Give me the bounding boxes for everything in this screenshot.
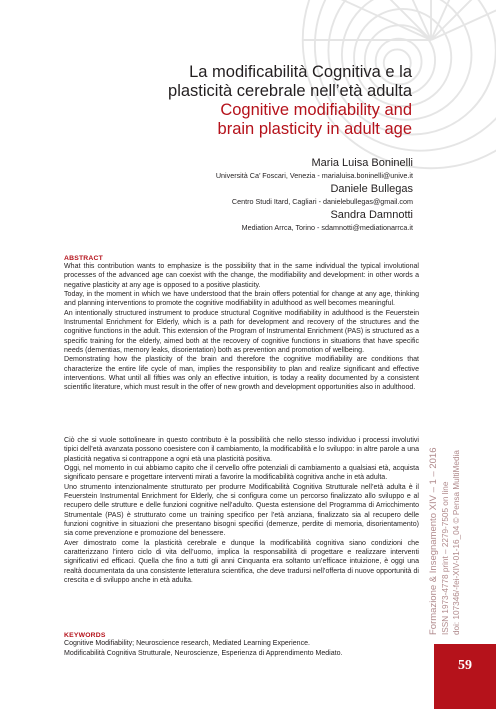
page-number-box <box>434 644 496 709</box>
italian-paragraph: Ciò che si vuole sottolineare in questo contributo è la possibilità che nello stesso individuo i processi involutivi tipici dell’età avanzata possono coesistere con il cambiamento, la modificabilità e lo sviluppo: in altre parole a una plasticità negativa si contrappone a ogni età una plasticità positiva. <box>64 437 419 463</box>
author-affiliation: Università Ca’ Foscari, Venezia - marialuisa.boninelli@unive.it <box>215 171 413 180</box>
article-title <box>150 63 412 139</box>
journal-issue: Formazione & Insegnamento XIV – 1 – 2016 <box>428 447 439 635</box>
abstract-heading: ABSTRACT <box>64 255 103 262</box>
journal-issn: ISSN 1973-4778 print – 2279-7505 on line <box>441 481 450 635</box>
keywords-italian: Modificabilità Cognitiva Strutturale, Neuroscienze, Esperienza di Apprendimento Mediato. <box>64 649 343 657</box>
keywords-heading: KEYWORDS <box>64 632 106 639</box>
title-italian-line-1: La modificabilità Cognitiva e la <box>189 63 412 81</box>
author-list <box>150 157 413 235</box>
abstract-paragraph: Demonstrating how the plasticity of the brain and therefore the cognitive modifiability are conditions that characterize the entire life cycle of man, implies the responsibility to plan and realize significant and effective interventions. What until all fifties was only an effective intuition, is today a reality documented by a consistent scientific literature, which must result in the offer of new growth and development opportunities also in adulthood. <box>64 356 419 392</box>
title-english-line-1: Cognitive modifiability and <box>220 101 412 119</box>
page-number: 59 <box>458 658 472 673</box>
keywords-section <box>64 632 419 658</box>
italian-paragraph: Aver dimostrato come la plasticità cerebrale e dunque la modificabilità cognitiva siano condizioni che caratterizzano l’intero ciclo di vita dell’uomo, implica la responsabilità di progettare e realizzare interventi significativi ed efficaci. Quella che fino a tutti gli anni Cinquanta era soltanto un’efficace intuizione, è oggi una realtà documentata da una consistente letteratura scientifica, che deve tradursi nell’offerta di nuove opportunità di crescita e di sviluppo anche in età adulta. <box>64 539 419 585</box>
author-affiliation: Mediation Arrca, Torino - sdamnotti@mediationarrca.it <box>241 223 413 232</box>
abstract-italian <box>64 436 419 586</box>
title-english-line-2: brain plasticity in adult age <box>217 120 412 138</box>
abstract-paragraph: What this contribution wants to emphasize is the possibility that in the same individual the typical involutional processes of the advanced age can coexist with the change, the modifiability and development: in other words a negative plasticity at any age is opposed to a positive plasticity. <box>64 263 419 289</box>
italian-paragraph: Oggi, nel momento in cui abbiamo capito che il cervello offre potenziali di cambiamento a qualsiasi età, acquista significato pensare e progettare interventi mirati a favorire la modificabilità cognitiva anche in età adulta. <box>64 465 419 482</box>
author-affiliation: Centro Studi Itard, Cagliari - danielebullegas@gmail.com <box>231 197 413 206</box>
author-name: Sandra Damnotti <box>330 209 413 221</box>
abstract-paragraph: Today, in the moment in which we have understood that the brain offers potential for change at any age, thinking and planning interventions to promote the cognitive modifiability in adulthood as well becomes meaningful. <box>64 291 419 308</box>
keywords-english: Cognitive Modifiability; Neuroscience research, Mediated Learning Experience. <box>64 640 310 647</box>
title-italian-line-2: plasticità cerebrale nell’età adulta <box>168 82 412 100</box>
abstract-paragraph: An intentionally structured instrument to produce structural Cognitive modifiability in adulthood is the Feuerstein Instrumental Enrichment for Elderly, which is a path for development and recovery of the structures and the cognitive functions in the adult. This extension of the Program of Instrumental Enrichment (PAS) is structured as a specific training for the elderly, aimed both at the recovery of cognitive functions in situations that have specific needs (dementias, memory leaks, disorientation) both as prevention and promotion of wellbeing. <box>64 309 419 355</box>
abstract-english <box>64 255 419 393</box>
author-name: Daniele Bullegas <box>330 183 413 195</box>
journal-sidebar <box>428 425 494 635</box>
author-name: Maria Luisa Boninelli <box>311 157 413 169</box>
journal-doi: doi: 107346/-fei-XIV-01-16_04 © Pensa MultiMedia <box>452 450 461 635</box>
italian-paragraph: Uno strumento intenzionalmente strutturato per produrre Modificabilità Cognitiva Strutturale nell’età adulta è il Feuerstein Instrumental Enrichment for Elderly, che si configura come un percorso finalizzato allo sviluppo e al recupero delle strutture e delle funzioni cognitive nell’adulto. Questa estensione del Programma di Arricchimento Strumentale (PAS) è strutturato come un training specifico per l’età anziana, finalizzato sia al recupero delle funzioni cognitive in situazioni che presentano bisogni specifici (demenze, perdite di memoria, disorientamento) sia come prevenzione e promozione del benessere. <box>64 483 419 538</box>
